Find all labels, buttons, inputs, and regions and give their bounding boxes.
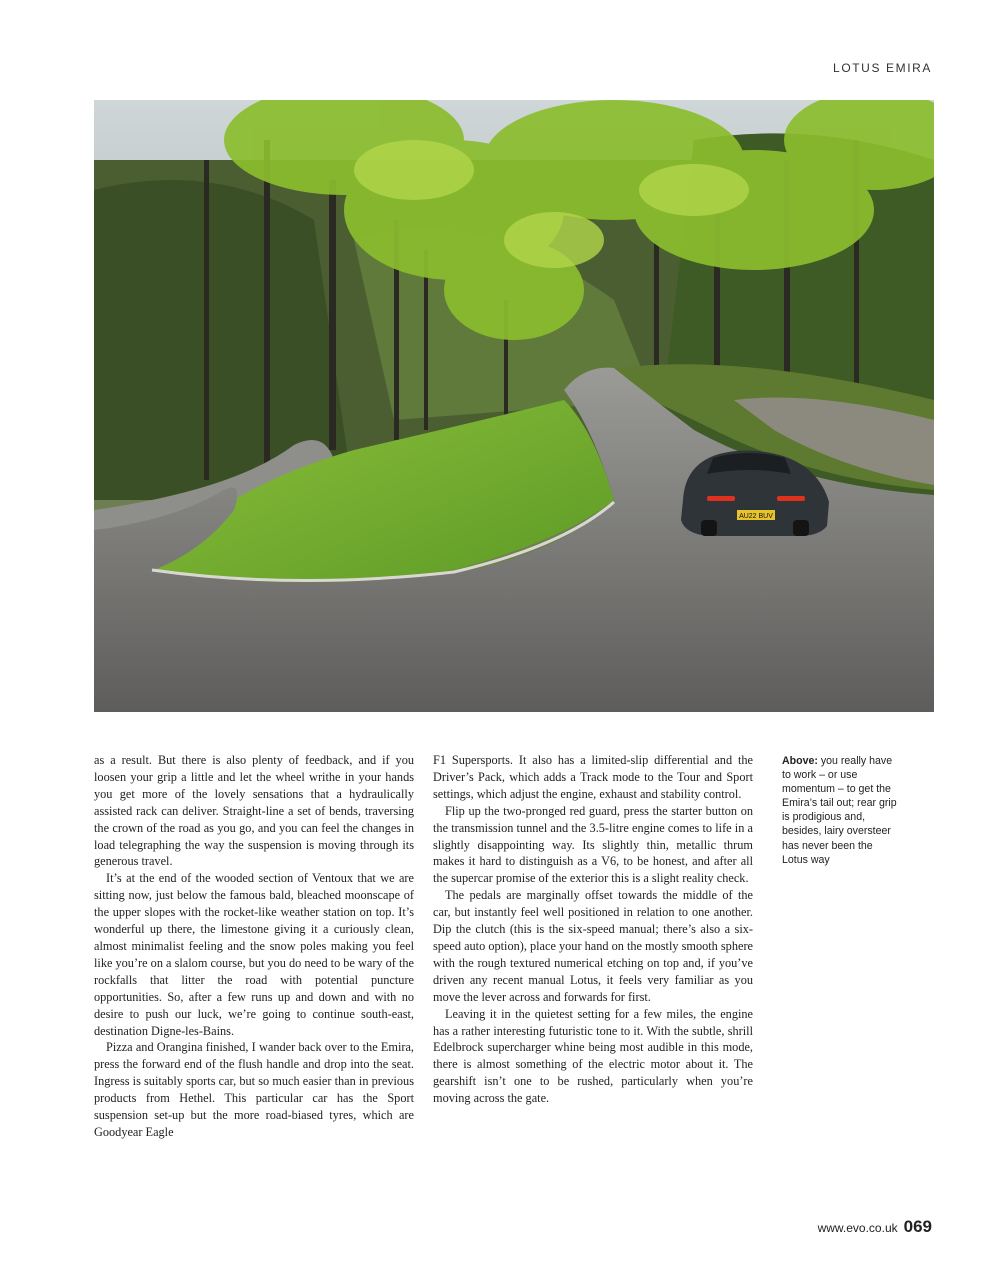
page-number: 069 <box>903 1217 932 1236</box>
paragraph: The pedals are marginally offset towards the middle of the car, but instantly feel well positioned in relation to one another. Dip the clutch (this is the six-speed manual; there’s also a six-speed auto option), place your hand on the mostly smooth sphere with the rough textured numerical etching on top and, if you’ve driven any recent manual Lotus, it feels very familiar as you move the lever across and forwards for first. <box>433 888 753 1004</box>
photo-caption <box>782 754 900 867</box>
paragraph: It’s at the end of the wooded section of Ventoux that we are sitting now, just below the famous bald, bleached moonscape of the upper slopes with the rocket-like weather station on top. It’s wonderful up there, the limestone giving it a curiously clean, almost minimalist feeling and the snow poles making you feel like you’re on a slalom course, but you do need to be wary of the rockfalls that litter the road with potential puncture opportunities. So, after a few runs up and down and with no desire to push our luck, we’re going to continue south-east, destination Digne-les-Bains. <box>94 871 414 1038</box>
paragraph: Leaving it in the quietest setting for a few miles, the engine has a rather interesting futuristic tone to it. With the subtle, shrill Edelbrock supercharger whine being most audible in this mode, there is almost something of the electric motor about it. The gearshift isn’t one to be rushed, particularly when you’re moving across the gate. <box>433 1006 753 1106</box>
paragraph: as a result. But there is also plenty of feedback, and if you loosen your grip a little and let the wheel writhe in your hands you get more of the lovely sensations that a hydraulically assisted rack can deliver. Straight-line a set of bends, traversing the crown of the road as you go, and you can feel the changes in load telegraphing the way the suspension is moving through its generous travel. <box>94 753 414 869</box>
paragraph: Flip up the two-pronged red guard, press the starter button on the transmission tunnel and the 3.5-litre engine comes to life in a slightly disappointing way. Its slightly thin, metallic thrum makes it hard to distinguish as a V6, to be honest, and after all the supercar promise of the exterior this is a slight reality check. <box>433 803 753 886</box>
page-footer <box>818 1217 932 1237</box>
hero-photo <box>94 100 934 712</box>
paragraph: F1 Supersports. It also has a limited-slip differential and the Driver’s Pack, which adds a Track mode to the Tour and Sport settings, which adjust the engine, exhaust and stability control. <box>433 753 753 801</box>
footer-url[interactable]: www.evo.co.uk <box>817 1221 898 1235</box>
body-column-1 <box>94 752 414 1141</box>
number-plate: AU22 BUV <box>739 513 773 520</box>
caption-text: you really have to work – or use momentum – to get the Emira’s tail out; rear grip is prodigious and, besides, lairy oversteer has never been the Lotus way <box>782 755 897 866</box>
paragraph: Pizza and Orangina finished, I wander back over to the Emira, press the forward end of the flush handle and drop into the seat. Ingress is suitably sports car, but so much easier than in previous products from Hethel. This particular car has the Sport suspension set-up but the more road-biased tyres, which are Goodyear Eagle <box>94 1040 414 1139</box>
caption-lead: Above: <box>782 755 818 767</box>
body-column-2 <box>433 752 753 1107</box>
running-head: LOTUS EMIRA <box>833 61 932 75</box>
